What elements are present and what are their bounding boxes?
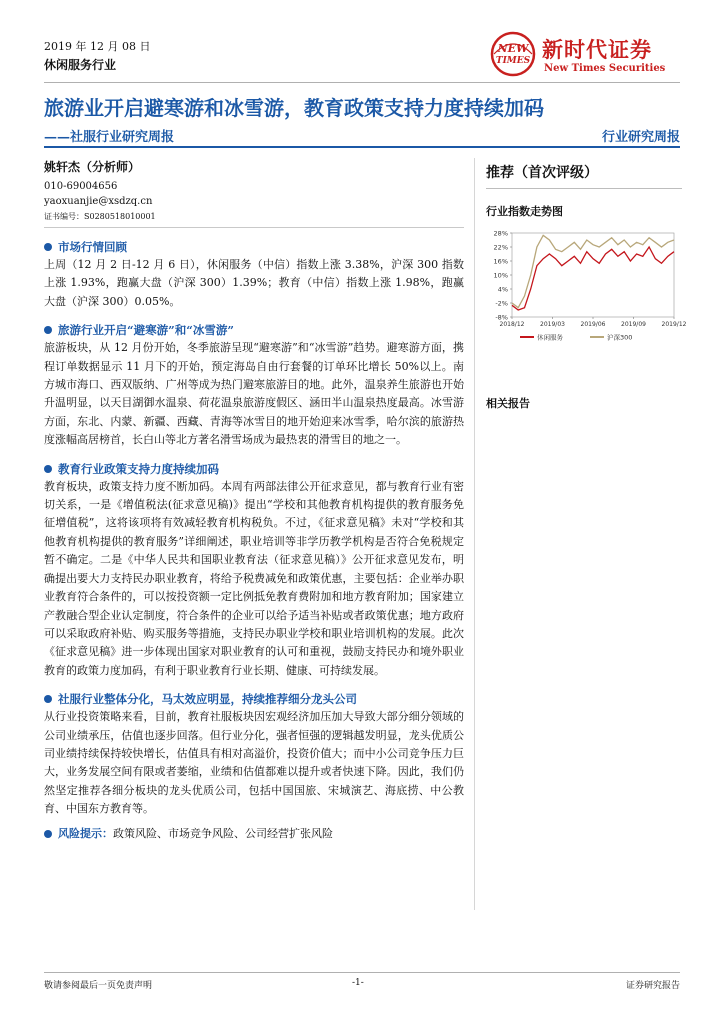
logo-english-name: New Times Securities — [544, 63, 666, 74]
footer-disclaimer: 敬请参阅最后一页免责声明 — [44, 981, 153, 991]
logo-mark-top: NEW — [497, 42, 529, 55]
y-tick-label: 16% — [493, 257, 508, 266]
risk-warning — [44, 825, 464, 843]
bullet-icon — [44, 830, 52, 838]
report-subtitle: ——社服行业研究周报 — [44, 130, 175, 145]
index-chart — [486, 225, 687, 355]
bullet-icon — [44, 465, 52, 473]
section-heading — [44, 321, 464, 339]
legend-label: 休闲服务 — [537, 333, 563, 342]
header-divider — [44, 82, 680, 83]
analyst-phone: 010-69004656 — [44, 181, 118, 192]
section-heading-text: 社服行业整体分化，马太效应明显，持续推荐细分龙头公司 — [58, 692, 357, 707]
report-title: 旅游业开启避寒游和冰雪游，教育政策支持力度持续加码 — [44, 96, 544, 120]
footer-report-label: 证券研究报告 — [625, 981, 680, 991]
x-tick-label: 2018/12 — [499, 321, 525, 328]
bullet-icon — [44, 243, 52, 251]
y-tick-label: 4% — [497, 285, 508, 294]
x-tick-label: 2019/03 — [540, 321, 565, 328]
section-heading-text: 市场行情回顾 — [58, 240, 127, 254]
logo-mark-bottom: TIMES — [495, 56, 531, 66]
footer-divider — [44, 972, 680, 973]
main-content — [44, 158, 464, 843]
series-line-1 — [512, 235, 674, 307]
section-body: 旅游板块，从 12 月份开始，冬季旅游呈现“避寒游”和“冰雪游”趋势。避寒游方面，携程订单数据显示 11 月下的开始，预定海岛自由行套餐的订单环比增长 50%以上。南方城市海口、西双版纳、广州等成为热门避寒旅游目的地。此外，温泉养生旅游也开始升温明显，以天目湖御水温泉、荷花温泉旅游度假区、涵田半山温泉热度最高。冰雪游方面，东北、内蒙、新疆、西藏、青海等冰雪目的地开始迎来冰雪季，哈尔滨的旅游热度涨幅高居榜首，长白山等北方著名滑雪场成为最热衷的滑雪目的地之一。 — [44, 341, 464, 447]
legend-label: 沪深300 — [607, 333, 633, 342]
bullet-icon — [44, 326, 52, 334]
y-tick-label: 22% — [493, 243, 508, 252]
analyst-cert: 证书编号：S0280518010001 — [44, 212, 156, 221]
series-line-0 — [512, 247, 674, 310]
y-tick-label: -2% — [495, 299, 508, 308]
analyst-name: 姚轩杰（分析师） — [44, 160, 141, 174]
y-tick-label: 28% — [493, 229, 508, 238]
page-number: -1- — [352, 978, 364, 988]
company-logo — [488, 30, 688, 80]
y-tick-label: -8% — [495, 313, 508, 322]
x-tick-label: 2019/06 — [580, 321, 606, 328]
section-heading — [44, 460, 464, 478]
y-tick-label: 10% — [493, 271, 508, 280]
section-body: 上周（12 月 2 日-12 月 6 日），休闲服务（中信）指数上涨 3.38%，沪深 300 指数上涨 1.93%，跑赢大盘（沪深 300）1.39%；教育（中信）指数上涨 1.98%，跑赢大盘（沪深 300）0.05%。 — [44, 258, 464, 308]
analyst-email: yaoxuanjie@xsdzq.cn — [44, 196, 153, 207]
x-tick-label: 2019/09 — [621, 321, 646, 328]
section-heading — [44, 238, 464, 256]
title-divider — [44, 146, 680, 148]
index-chart-svg — [486, 225, 687, 355]
industry-name: 休闲服务行业 — [44, 58, 117, 72]
section-heading — [44, 690, 464, 708]
column-divider — [474, 158, 475, 910]
chart-title: 行业指数走势图 — [486, 205, 563, 218]
logo-mark-icon — [488, 30, 538, 78]
bullet-icon — [44, 695, 52, 703]
section-body: 从行业投资策略来看，目前，教育社服板块因宏观经济加压加大导致大部分细分领域的公司业绩承压，估值也逐步回落。但行业分化，强者恒强的逻辑越发明显，龙头优质公司业绩持续保持较快增长，估值具有相对高溢价，投资价值大；而中小公司竞争压力巨大，业务发展空间有限或者萎缩，业绩和估值都难以提升或者快速下降。因此，我们仍然坚定推荐各细分板块的龙头优质公司，包括中国国旅、宋城演艺、海底捞、中公教育、中国东方教育等。 — [44, 710, 464, 816]
x-tick-label: 2019/12 — [661, 321, 687, 328]
section-body: 教育板块，政策支持力度不断加码。本周有两部法律公开征求意见，都与教育行业有密切关系，一是《增值税法(征求意见稿)》提出“学校和其他教育机构提供的教育服务免征增值税”，这将该项将有效减轻教育机构税负。不过，《征求意见稿》未对“学校和其他教育机构提供的教育服务”详细阐述，职业培训等非学历教学机构是否符合免税规定暂不确定。二是《中华人民共和国职业教育法（征求意见稿）》公开征求意见发布，明确提出要大力支持民办职业教育，将给予税费减免和政策优惠，主要包括：企业举办职业教育符合条件的，可以按投资额一定比例抵免教育费附加和地方教育附加；国家建立产教融合型企业认定制度，符合条件的企业可以给予适当补贴或者政策优惠；地方政府可以采取政府补贴、购买服务等措施，支持民办职业学校和职业培训机构的发展。此次《征求意见稿》进一步体现出国家对职业教育的认可和重视，鼓励支持民办和境外职业教育的政策力度加码，有利于职业教育行业长期、健康、可持续发展。 — [44, 479, 464, 677]
rating: 推荐（首次评级） — [486, 162, 682, 189]
risk-label: 风险提示： — [58, 826, 113, 840]
logo-chinese-name: 新时代证券 — [542, 37, 652, 62]
analyst-divider — [44, 227, 464, 228]
section-heading-text: 旅游行业开启“避寒游”和“冰雪游” — [58, 323, 234, 338]
risk-text: 政策风险、市场竞争风险、公司经营扩张风险 — [113, 826, 333, 840]
chart-plot-area — [512, 233, 674, 317]
related-reports: 相关报告 — [486, 397, 530, 410]
sidebar — [486, 158, 687, 411]
report-date: 2019 年 12 月 08 日 — [44, 40, 151, 53]
section-heading-text: 教育行业政策支持力度持续加码 — [58, 461, 219, 476]
report-type: 行业研究周报 — [601, 130, 680, 145]
